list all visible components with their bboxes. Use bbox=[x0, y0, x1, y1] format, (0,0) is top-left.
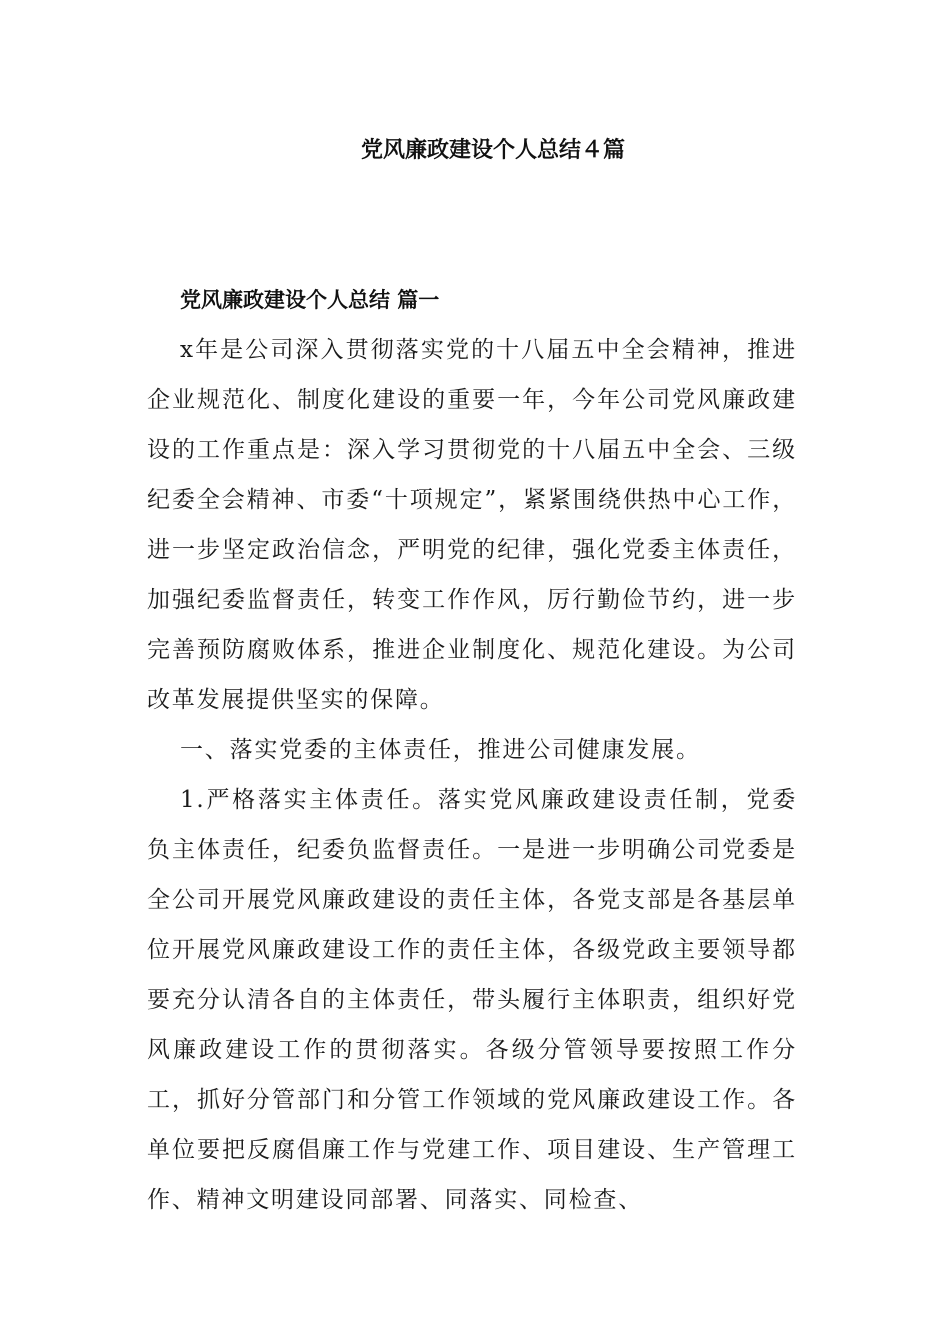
section-heading: 党风廉政建设个人总结 篇一 bbox=[180, 288, 440, 312]
document-title: 党风廉政建设个人总结４篇 bbox=[360, 138, 625, 163]
body-paragraph: 一、落实党委的主体责任，推进公司健康发展。 bbox=[180, 737, 701, 763]
body-paragraph: x年是公司深入贯彻落实党的十八届五中全会精神，推进企业规范化、制度化建设的重要一年，今年公司党风廉政建设的工作重点是：深入学习贯彻党的十八届五中全会、三级纪委全会精神、市委“十项规定”，紧紧围绕供热中心工作，进一步坚定政治信念，严明党的纪律，强化党委主体责任，加强纪委监督责任，转变工作作风，厉行勤俭节约，进一步完善预防腐败体系，推进企业制度化、规范化建设。为公司改革发展提供坚实的保障。 bbox=[147, 337, 797, 713]
document-body bbox=[147, 325, 797, 1225]
body-paragraph: 1.严格落实主体责任。落实党风廉政建设责任制，党委负主体责任，纪委负监督责任。一是进一步明确公司党委是全公司开展党风廉政建设的责任主体，各党支部是各基层单位开展党风廉政建设工作的责任主体，各级党政主要领导都要充分认清各自的主体责任，带头履行主体职责，组织好党风廉政建设工作的贯彻落实。各级分管领导要按照工作分工，抓好分管部门和分管工作领域的党风廉政建设工作。各单位要把反腐倡廉工作与党建工作、项目建设、生产管理工作、精神文明建设同部署、同落实、同检查、 bbox=[147, 787, 797, 1213]
